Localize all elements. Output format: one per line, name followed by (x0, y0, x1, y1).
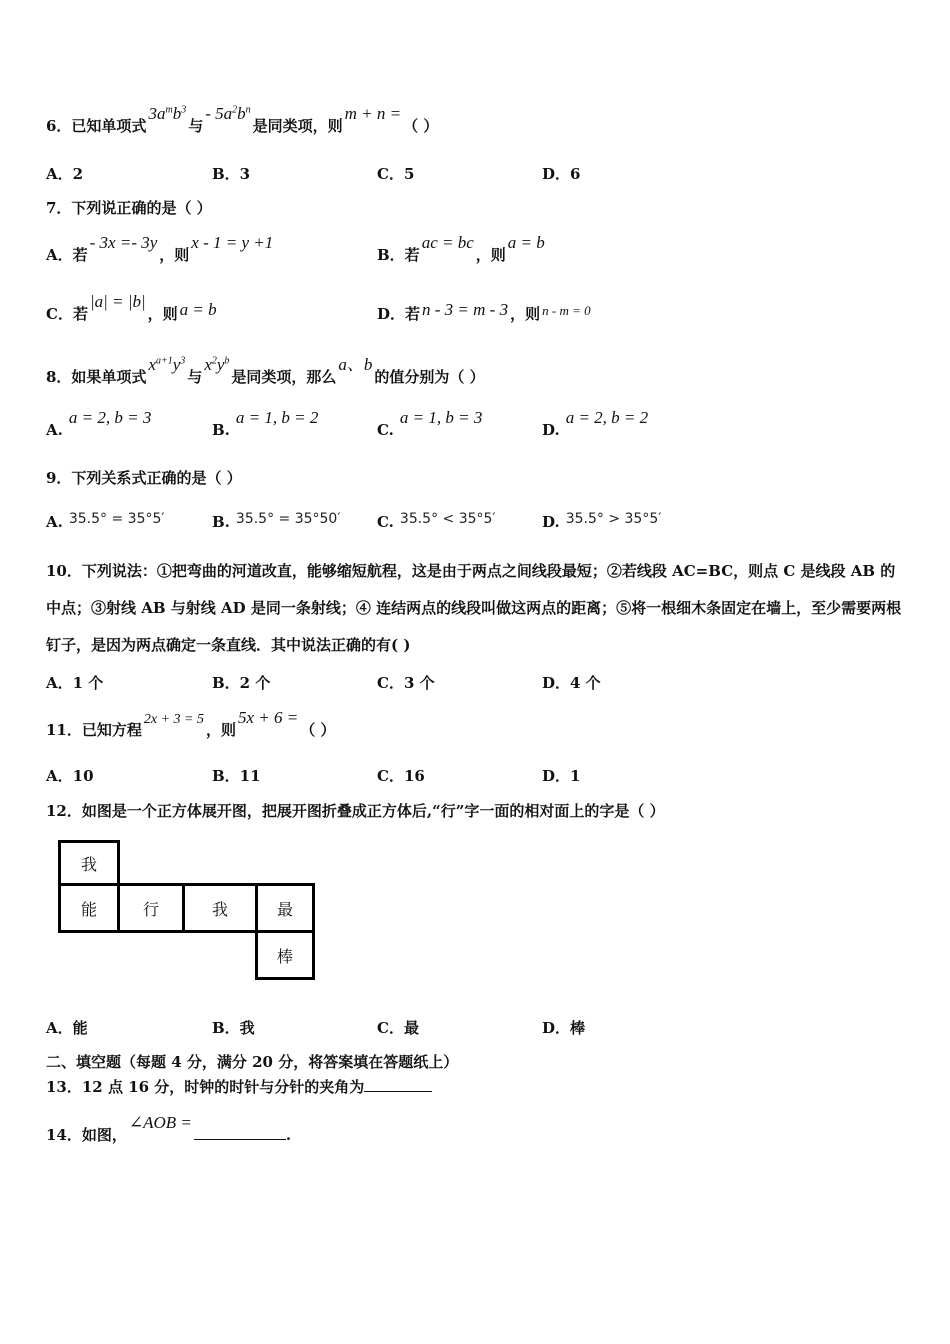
q11-option-a: A．10 (46, 767, 94, 785)
net-cell: 棒 (255, 930, 315, 980)
q10-stem: 10．下列说法：①把弯曲的河道改直，能够缩短航程，这是由于两点之间线段最短；②若线段 AC=BC，则点 C 是线段 AB 的中点；③射线 AB 与射线 AD 是同一条射线；④ 连结两点的线段叫做这两点的距离；⑤将一根细木条固定在墙上，至少需要两根钉子，是因为两点确定一条直线．其中说法正确的有( ) (46, 562, 902, 654)
q6-mid: 与 (188, 117, 204, 135)
q11-option-c: C．16 (377, 767, 425, 785)
q9-option-d: D. 35.5° > 35°5′ (542, 511, 662, 531)
q7-stem: 7．下列说正确的是（ ） (46, 199, 212, 217)
q10-option-a: A．1 个 (46, 674, 104, 692)
q10-option-c: C．3 个 (377, 674, 435, 692)
q6-stem (46, 104, 439, 136)
q14-stem: 14．如图，∠AOB =. (46, 1113, 292, 1144)
q11-option-b: B．11 (212, 767, 261, 785)
q12-stem: 12．如图是一个正方体展开图，把展开图折叠成正方体后,“行”字一面的相对面上的字是（ ） (46, 802, 665, 820)
q8-option-c: C.a = 1, b = 3 (377, 408, 483, 439)
net-cell: 能 (58, 883, 120, 933)
cube-net-figure (58, 840, 318, 980)
q6-prefix: 6．已知单项式 (46, 117, 147, 135)
net-cell: 行 (117, 883, 185, 933)
q12-option-a: A．能 (46, 1019, 88, 1037)
q8-term2: $x^2y^b$ (204, 355, 230, 374)
q9-option-a: A. 35.5° = 35°5′ (46, 511, 165, 531)
q9-stem: 9．下列关系式正确的是（ ） (46, 469, 242, 487)
q6-option-a: A．2 (46, 165, 84, 183)
q8-stem: 8．如果单项式$x^{a+1}y^3$与$x^2y^b$是同类项，那么a、b的值分别为（ ） (46, 355, 485, 386)
q6-term2: - $5a^2b^n$ (205, 104, 251, 123)
net-cell: 我 (182, 883, 258, 933)
q7-option-d: D．若 n - 3 = m - 3 ，则 n - m = 0 (377, 300, 591, 323)
q12-option-c: C．最 (377, 1019, 419, 1037)
answer-blank (364, 1091, 432, 1092)
q13-stem: 13．12 点 16 分，时钟的时针与分针的夹角为 (46, 1076, 432, 1097)
answer-blank (194, 1139, 286, 1140)
q6-paren: （ ） (403, 117, 439, 135)
q12-option-d: D．棒 (542, 1019, 586, 1037)
q6-option-b: B．3 (212, 165, 251, 183)
q9-option-c: C. 35.5° < 35°5′ (377, 511, 496, 531)
q7-option-c: C．若|a| = |b|，则 a = b (46, 292, 217, 323)
section-heading: 二、填空题（每题 4 分，满分 20 分，将答案填在答题纸上） (46, 1053, 459, 1071)
q7-option-a: A．若- 3x =- 3y，则x - 1 = y +1 (46, 233, 274, 264)
q7-option-b: B．若ac = bc，则a = b (377, 233, 545, 264)
q12-option-b: B．我 (212, 1019, 255, 1037)
q10-option-b: B．2 个 (212, 674, 271, 692)
net-cell: 最 (255, 883, 315, 933)
q11-stem: 11．已知方程2x + 3 = 5，则5x + 6 =（ ） (46, 708, 336, 739)
q6-term1: $3a^mb^3$ (148, 104, 187, 123)
q8-option-b: B.a = 1, b = 2 (212, 408, 319, 439)
q11-option-d: D．1 (542, 767, 581, 785)
q9-option-b: B. 35.5° = 35°50′ (212, 511, 341, 531)
q6-suffix: 是同类项，则 (252, 117, 343, 135)
q8-option-d: D.a = 2, b = 2 (542, 408, 649, 439)
net-cell: 我 (58, 840, 120, 886)
q6-expr: m + n = (344, 104, 402, 123)
q10-option-d: D．4 个 (542, 674, 601, 692)
q6-option-d: D．6 (542, 165, 581, 183)
q8-term1: $x^{a+1}y^3$ (148, 355, 186, 374)
q8-option-a: A.a = 2, b = 3 (46, 408, 152, 439)
q6-option-c: C．5 (377, 165, 415, 183)
